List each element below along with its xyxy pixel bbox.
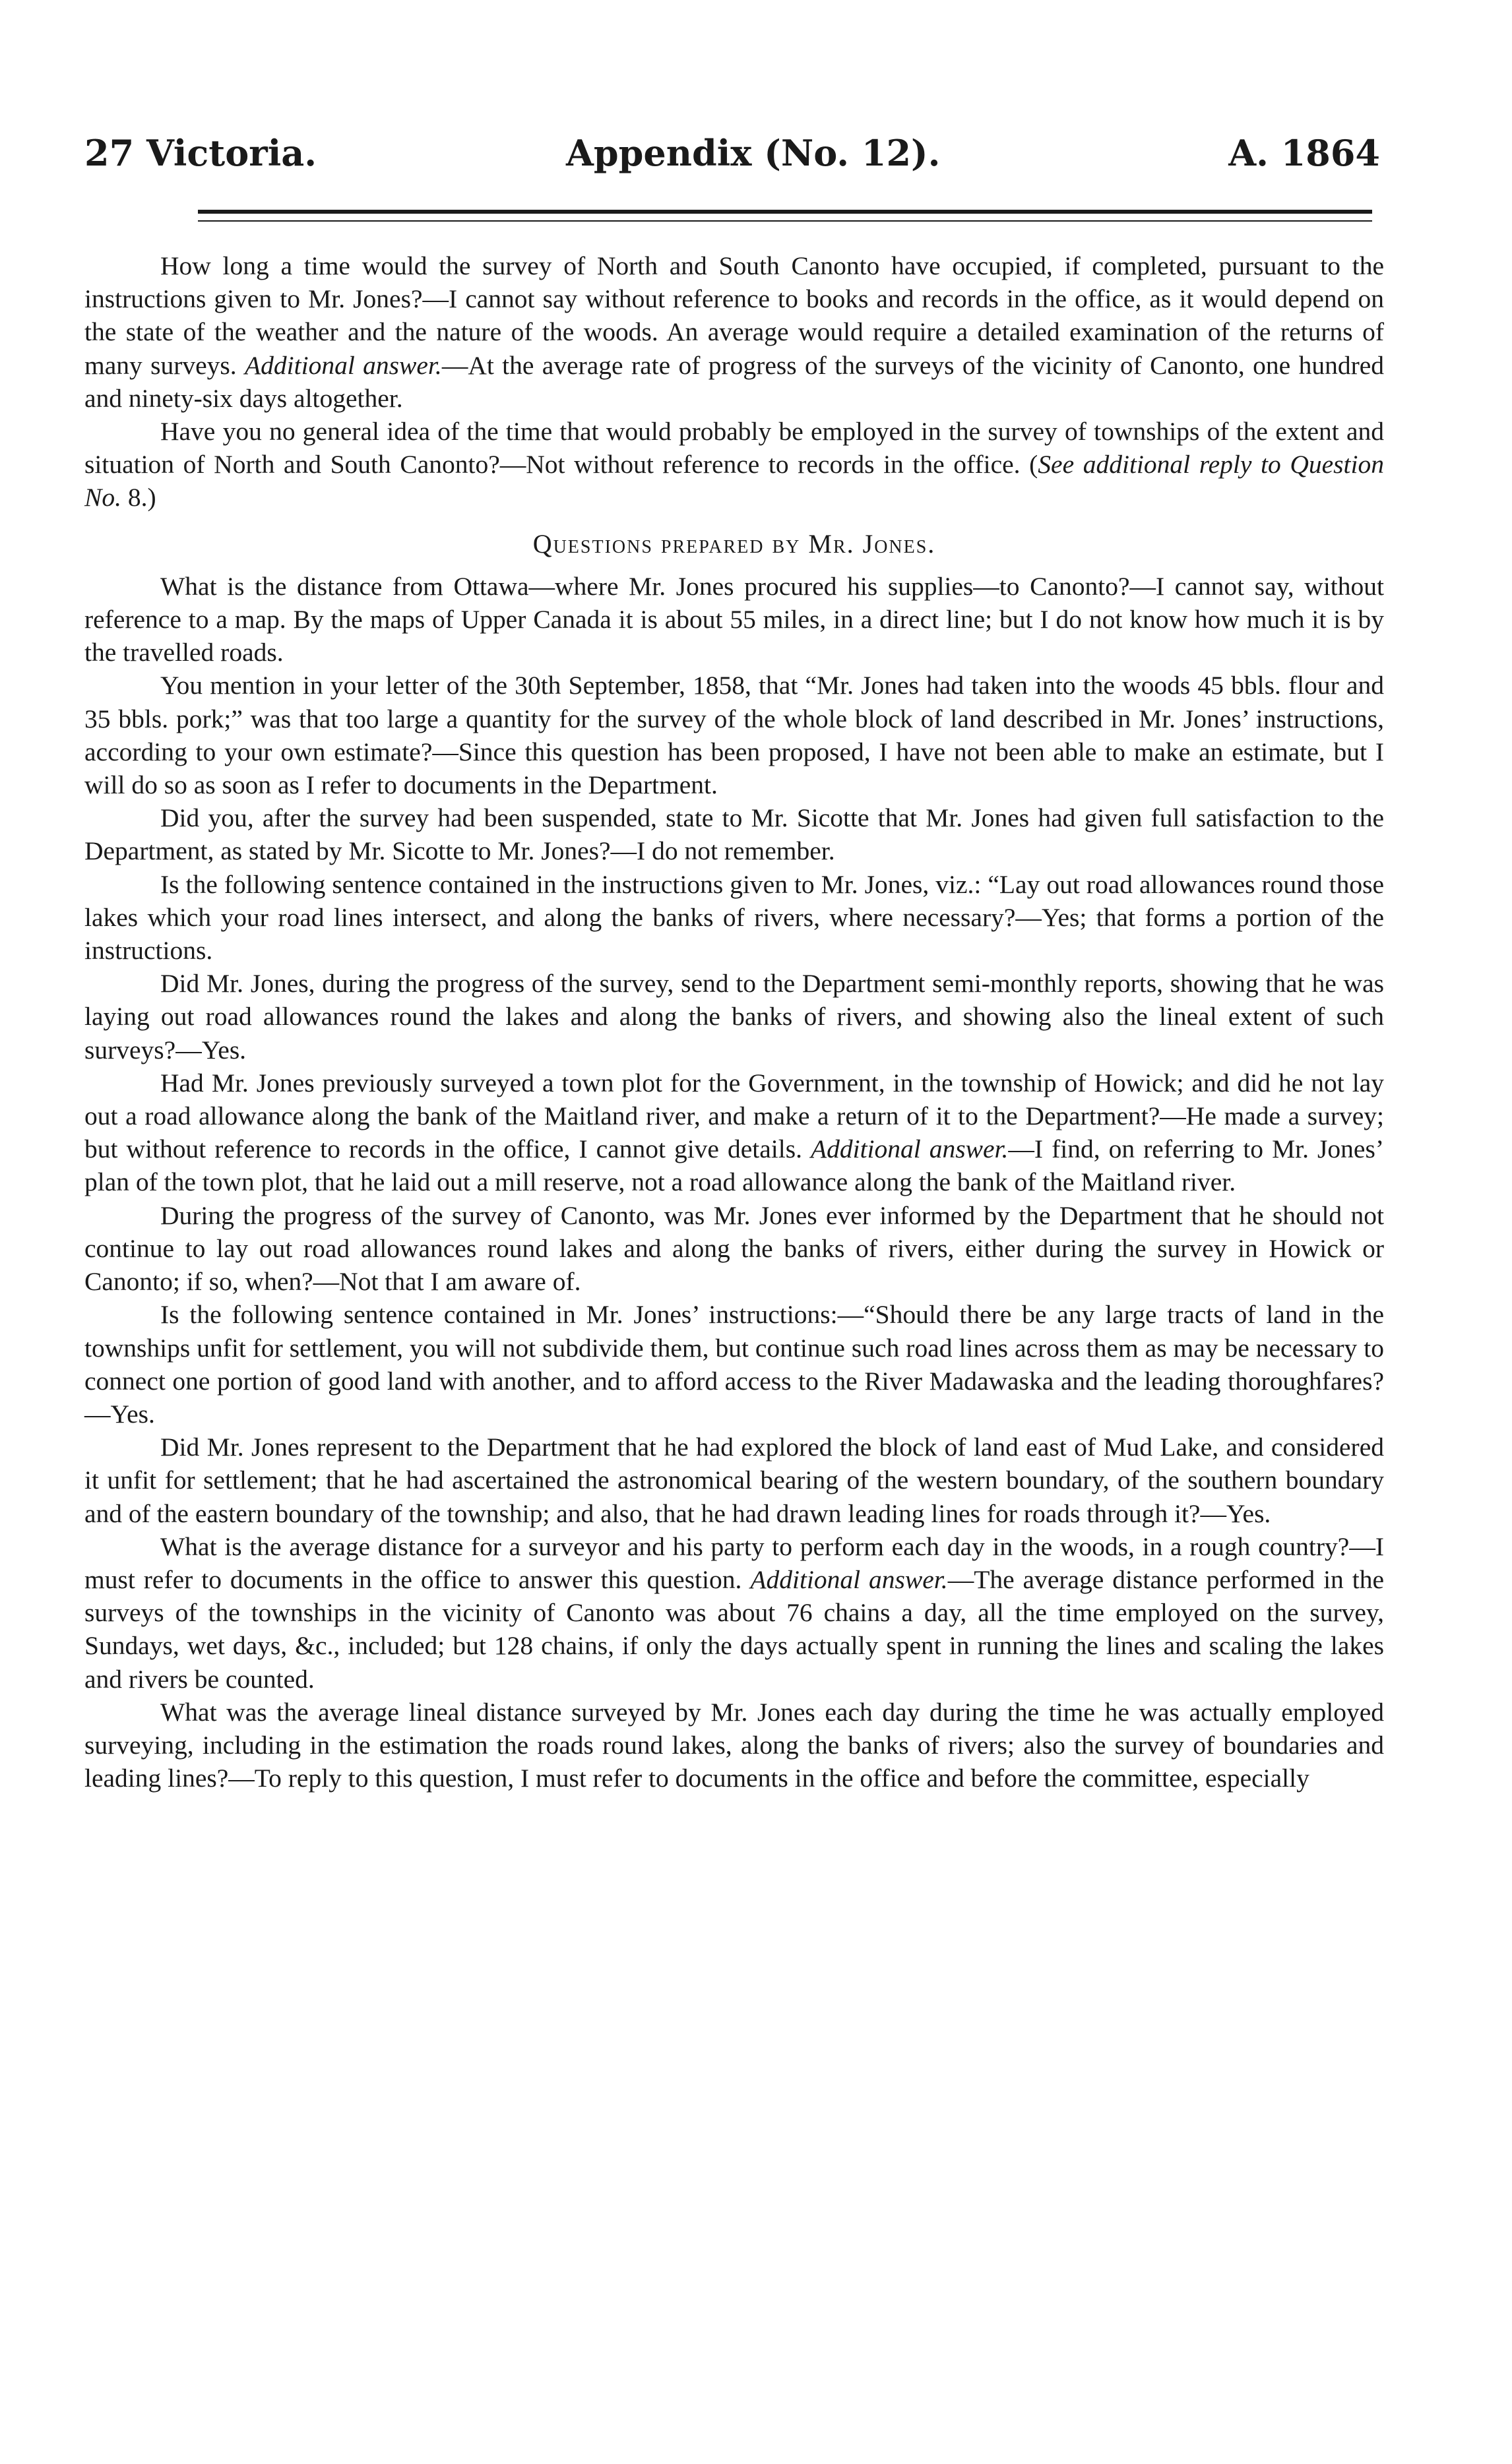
italic-text: Additional answer. bbox=[810, 1134, 1009, 1164]
paragraph bbox=[84, 415, 1384, 514]
body-text bbox=[84, 249, 1384, 1795]
paragraph bbox=[84, 1530, 1384, 1696]
paragraph bbox=[84, 1066, 1384, 1199]
text-run: Is the following sentence contained in Mr. Jones’ instructions:—“Should there be any large tracts of land in the townships unfit for settlement, you will not subdivide them, but continue such road lines across them as may be necessary to connect one portion of good land with another, and to afford access to the River Madawaska and the leading thoroughfares?—Yes. bbox=[84, 1300, 1384, 1429]
text-run: —I find, on referring to Mr. Jones’ plan of the town plot, that he laid out a mill reserve, not a road allowance along the bank of the Maitland river. bbox=[84, 1134, 1384, 1197]
paragraph-group-1 bbox=[84, 249, 1384, 514]
paragraph bbox=[84, 868, 1384, 968]
paragraph bbox=[84, 1298, 1384, 1431]
text-run: —At the average rate of progress of the surveys of the vicinity of Canonto, one hundred and ninety-six days altogether. bbox=[84, 350, 1385, 413]
header-rule-thin bbox=[198, 220, 1372, 222]
header-rule-thick bbox=[198, 210, 1372, 214]
paragraph bbox=[84, 1431, 1384, 1530]
paragraph bbox=[84, 669, 1384, 801]
paragraph bbox=[84, 1696, 1384, 1795]
header-year: A. 1864 bbox=[1228, 132, 1380, 174]
italic-text: Additional answer. bbox=[750, 1564, 948, 1594]
text-run: What was the average lineal distance surveyed by Mr. Jones each day during the time he was actually employed surveying, including in the estimation the roads round lakes, along the banks of rivers; also the survey of boundaries and leading lines?—To reply to this question, I must refer to documents in the office and before the committee, especially bbox=[84, 1697, 1384, 1793]
text-run: Did Mr. Jones represent to the Department that he had explored the block of land east of Mud Lake, and considered it unfit for settlement; that he had ascertained the astronomical bearing of the western boundary, of the southern boundary and of the eastern boundary of the township; and also, that he had drawn leading lines for roads through it?—Yes. bbox=[84, 1432, 1384, 1528]
italic-text: See additional reply to Question No. bbox=[84, 450, 1384, 512]
text-run: 8.) bbox=[121, 483, 156, 512]
paragraph bbox=[84, 1199, 1384, 1299]
text-run: What is the distance from Ottawa—where Mr. Jones procured his supplies—to Canonto?—I cannot say, without reference to a map. By the maps of Upper Canada it is about 55 miles, in a direct line; but I do not know how much it is by the travelled roads. bbox=[84, 571, 1384, 667]
italic-text: Additional answer. bbox=[245, 350, 442, 380]
paragraph bbox=[84, 249, 1384, 415]
text-run: Did Mr. Jones, during the progress of the survey, send to the Department semi-monthly reports, showing that he was laying out road allowances round the lakes and along the banks of rivers, and showing also the lineal extent of such surveys?—Yes. bbox=[84, 969, 1384, 1064]
paragraph-group-2 bbox=[84, 570, 1384, 1795]
text-run: Did you, after the survey had been suspended, state to Mr. Sicotte that Mr. Jones had given full satisfaction to the Department, as stated by Mr. Sicotte to Mr. Jones?—I do not remember. bbox=[84, 803, 1384, 866]
text-run: During the progress of the survey of Canonto, was Mr. Jones ever informed by the Department that he should not continue to lay out road allowances round lakes and along the banks of rivers, either during the survey in Howick or Canonto; if so, when?—Not that I am aware of. bbox=[84, 1200, 1384, 1297]
text-run: Is the following sentence contained in the instructions given to Mr. Jones, viz.: “Lay out road allowances round those lakes which your road lines intersect, and along the banks of rivers, where necessary?—Yes; that forms a portion of the instructions. bbox=[84, 869, 1384, 966]
text-run: You mention in your letter of the 30th September, 1858, that “Mr. Jones had taken into the woods 45 bbls. flour and 35 bbls. pork;” was that too large a quantity for the survey of the whole block of land described in Mr. Jones’ instructions, according to your own estimate?—Since this question has been proposed, I have not been able to make an estimate, but I will do so as soon as I refer to documents in the Department. bbox=[84, 671, 1384, 800]
header-appendix: Appendix (No. 12). bbox=[566, 132, 941, 174]
section-heading: Questions prepared by Mr. Jones. bbox=[532, 528, 936, 559]
text-run: —The average distance performed in the surveys of the townships in the vicinity of Canonto was about 76 chains a day, all the time employed on the survey, Sundays, wet days, &c., included; but 128 chains, if only the days actually spent in running the lines and scaling the lakes and rivers be counted. bbox=[84, 1564, 1384, 1694]
paragraph bbox=[84, 570, 1384, 669]
paragraph bbox=[84, 801, 1384, 867]
page-header bbox=[84, 132, 1380, 191]
text-run: How long a time would the survey of North and South Canonto have occupied, if completed, pursuant to the instructions given to Mr. Jones?—I cannot say without reference to books and records in the office, as it would depend on the state of the weather and the nature of the woods. An average would require a detailed examination of the returns of many surveys. bbox=[84, 251, 1384, 380]
paragraph bbox=[84, 967, 1384, 1066]
header-session: 27 Victoria. bbox=[84, 132, 317, 174]
text-run: What is the average distance for a surveyor and his party to perform each day in the woods, in a rough country?—I must refer to documents in the office to answer this question. bbox=[84, 1531, 1384, 1594]
text-run: Had Mr. Jones previously surveyed a town plot for the Government, in the township of Howick; and did he not lay out a road allowance along the bank of the Maitland river, and make a return of it to the Department?—He made a survey; but without reference to records in the office, I cannot give details. bbox=[84, 1068, 1384, 1164]
text-run: Have you no general idea of the time that would probably be employed in the survey of townships of the extent and situation of North and South Canonto?—Not without reference to records in the office. ( bbox=[84, 417, 1384, 479]
